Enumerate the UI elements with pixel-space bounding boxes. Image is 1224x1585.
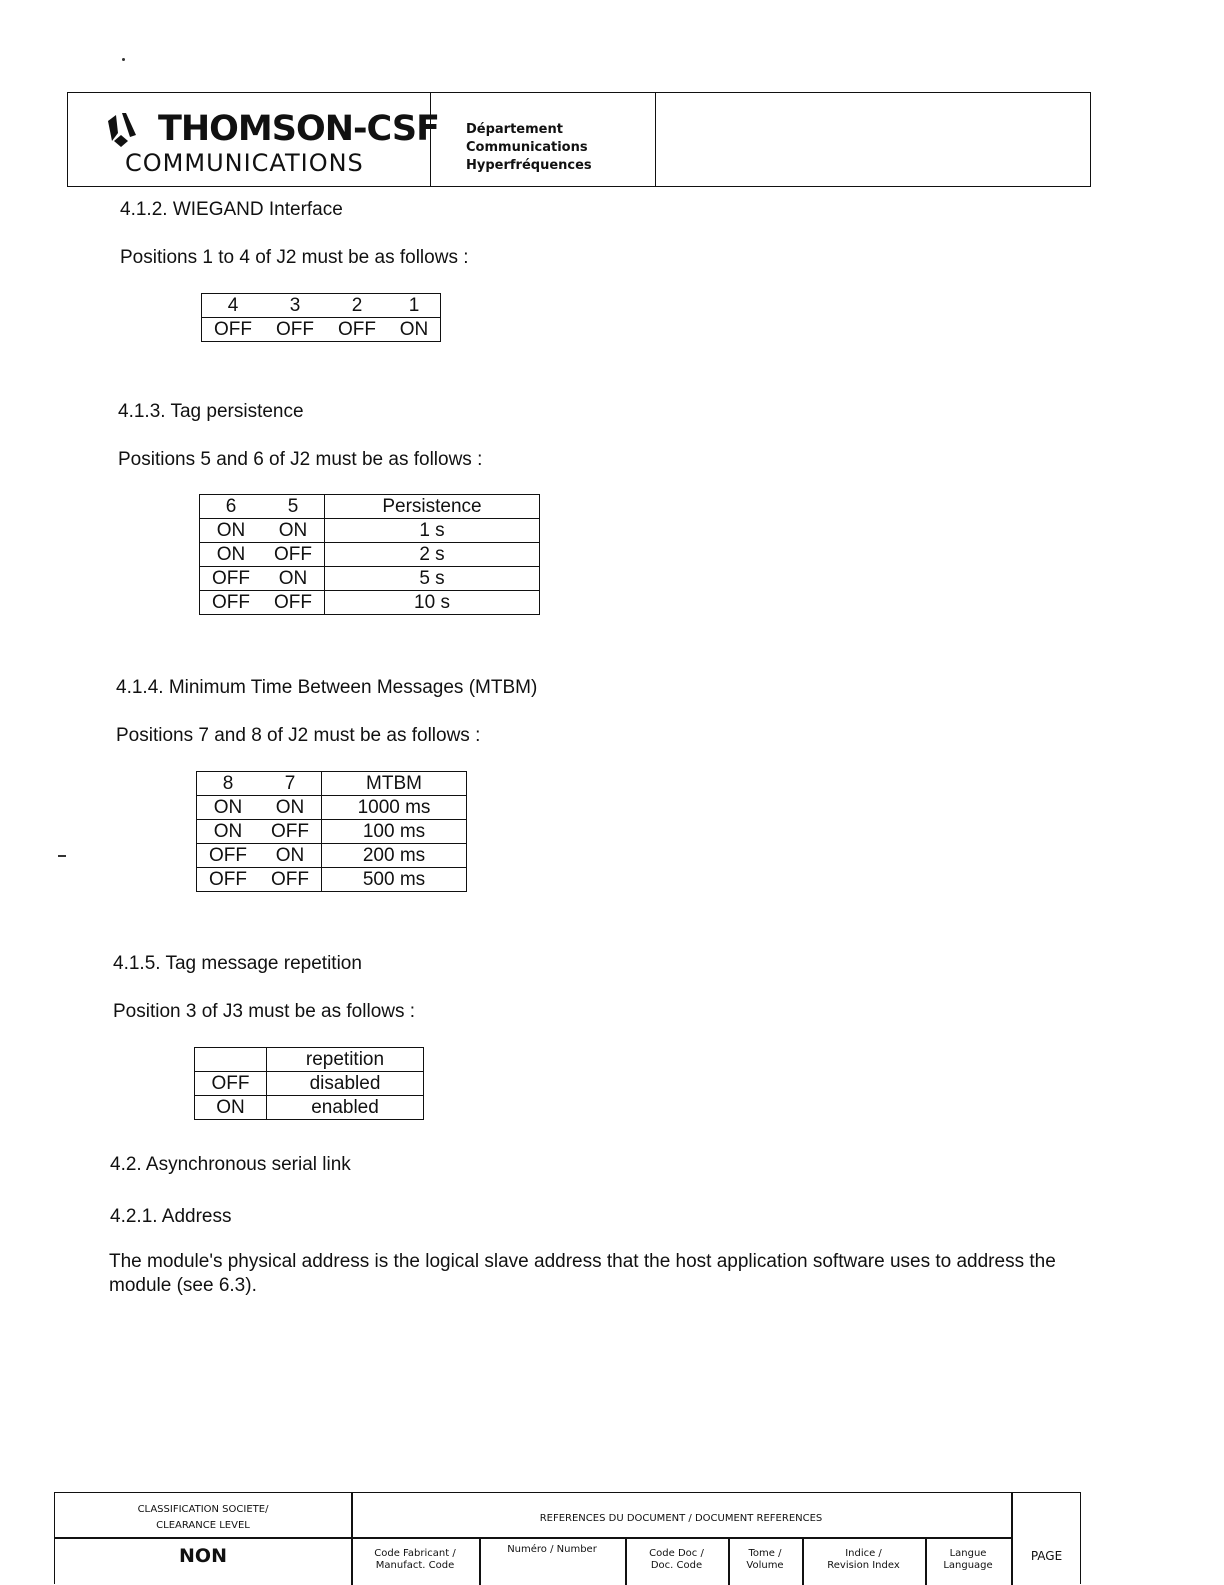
section-heading: 4.2. Asynchronous serial link <box>110 1154 351 1175</box>
table-cell: 500 ms <box>322 868 467 892</box>
scan-speck <box>122 58 125 61</box>
table-cell: OFF <box>262 591 325 615</box>
ref-col-label: Doc. Code <box>650 1560 703 1571</box>
department-line: Hyperfréquences <box>466 158 592 173</box>
table-row <box>200 591 540 615</box>
table-cell: OFF <box>259 820 322 844</box>
table-cell: 100 ms <box>322 820 467 844</box>
table-cell: OFF <box>200 591 263 615</box>
table-header-row <box>195 1048 424 1072</box>
table-header-row <box>202 294 441 318</box>
table-cell: ON <box>388 318 441 342</box>
table-cell: OFF <box>200 567 263 591</box>
ref-col-manufact-code <box>351 1548 479 1572</box>
document-header <box>67 92 1091 187</box>
section-heading: 4.2.1. Address <box>110 1206 232 1227</box>
table-cell: 3 <box>264 294 326 318</box>
table-cell: 8 <box>197 772 260 796</box>
table-cell: OFF <box>262 543 325 567</box>
section-heading: 4.1.3. Tag persistence <box>118 401 304 422</box>
table-cell: enabled <box>267 1096 424 1120</box>
table-cell: 200 ms <box>322 844 467 868</box>
table-cell: ON <box>262 567 325 591</box>
ref-col-label: Volume <box>746 1560 784 1571</box>
table-cell: repetition <box>267 1048 424 1072</box>
ref-col-label: Revision Index <box>827 1560 900 1571</box>
table-row <box>200 543 540 567</box>
section-intro: Positions 1 to 4 of J2 must be as follows : <box>120 247 469 268</box>
classification-value: NON <box>179 1545 227 1567</box>
ref-col-label: Code Fabricant / <box>374 1548 456 1559</box>
classification-label <box>55 1504 351 1532</box>
table-row <box>197 796 467 820</box>
thomson-logo-icon <box>102 111 142 151</box>
scan-dash <box>58 855 66 857</box>
ref-col-volume <box>728 1548 802 1572</box>
classification-label-line: CLASSIFICATION SOCIETE/ <box>137 1504 269 1515</box>
table-row <box>202 318 441 342</box>
brand-name: THOMSON-CSF <box>158 109 439 149</box>
table-cell: 5 <box>262 495 325 519</box>
section-intro: Positions 7 and 8 of J2 must be as follows : <box>116 725 481 746</box>
table-cell: 2 <box>326 294 388 318</box>
table-cell: OFF <box>197 868 260 892</box>
table-cell: OFF <box>202 318 265 342</box>
table-cell: MTBM <box>322 772 467 796</box>
table-cell: 5 s <box>325 567 540 591</box>
table-cell: ON <box>195 1096 267 1120</box>
document-footer <box>54 1492 1081 1584</box>
section-heading: 4.1.4. Minimum Time Between Messages (MTBM) <box>116 677 538 698</box>
table-cell: ON <box>262 519 325 543</box>
table-header-row <box>197 772 467 796</box>
table-cell: ON <box>197 796 260 820</box>
table-cell: OFF <box>326 318 388 342</box>
ref-col-number <box>479 1544 625 1556</box>
table-row <box>197 844 467 868</box>
table-cell: disabled <box>267 1072 424 1096</box>
page-label: PAGE <box>1030 1549 1063 1563</box>
section-body: The module's physical address is the logical slave address that the host application software uses to address the module (see 6.3). <box>109 1251 1056 1296</box>
ref-col-doc-code <box>625 1548 728 1572</box>
table-row <box>195 1072 424 1096</box>
table-cell <box>195 1048 267 1072</box>
department-line: Département <box>466 122 563 137</box>
persistence-switch-table <box>199 494 540 615</box>
table-cell: 1000 ms <box>322 796 467 820</box>
table-cell: 10 s <box>325 591 540 615</box>
ref-col-label: Langue <box>949 1548 987 1559</box>
table-cell: OFF <box>197 844 260 868</box>
table-cell: 1 <box>388 294 441 318</box>
brand-subtitle: COMMUNICATIONS <box>125 149 364 177</box>
section-intro: Positions 5 and 6 of J2 must be as follows : <box>118 449 483 470</box>
ref-col-revision-index <box>802 1548 925 1572</box>
table-cell: ON <box>197 820 260 844</box>
table-cell: 1 s <box>325 519 540 543</box>
mtbm-switch-table <box>196 771 467 892</box>
table-cell: Persistence <box>325 495 540 519</box>
ref-col-label: Language <box>943 1560 993 1571</box>
section-intro: Position 3 of J3 must be as follows : <box>113 1001 416 1022</box>
logo-block <box>68 93 439 186</box>
table-cell: 2 s <box>325 543 540 567</box>
ref-col-label: Manufact. Code <box>375 1560 455 1571</box>
table-row <box>200 567 540 591</box>
table-cell: ON <box>259 796 322 820</box>
table-cell: OFF <box>264 318 326 342</box>
ref-col-language <box>925 1548 1011 1572</box>
ref-col-label: Indice / <box>845 1548 882 1559</box>
wiegand-switch-table <box>201 293 441 342</box>
table-row <box>197 820 467 844</box>
table-cell: ON <box>200 543 263 567</box>
table-cell: 7 <box>259 772 322 796</box>
table-cell: ON <box>200 519 263 543</box>
table-row <box>195 1096 424 1120</box>
table-cell: OFF <box>195 1072 267 1096</box>
ref-col-label: Numéro / Number <box>507 1544 597 1555</box>
table-cell: 4 <box>202 294 265 318</box>
section-heading: 4.1.2. WIEGAND Interface <box>120 199 343 220</box>
table-row <box>200 519 540 543</box>
ref-col-label: Tome / <box>748 1548 782 1559</box>
classification-label-line: CLEARANCE LEVEL <box>156 1520 250 1531</box>
table-header-row <box>200 495 540 519</box>
repetition-switch-table <box>194 1047 424 1120</box>
table-row <box>197 868 467 892</box>
references-title: REFERENCES DU DOCUMENT / DOCUMENT REFERENCES <box>539 1513 823 1524</box>
table-cell: 6 <box>200 495 263 519</box>
table-cell: OFF <box>259 868 322 892</box>
table-cell: ON <box>259 844 322 868</box>
section-heading: 4.1.5. Tag message repetition <box>113 953 362 974</box>
header-empty-cell <box>655 93 1090 186</box>
ref-col-label: Code Doc / <box>649 1548 704 1559</box>
department-line: Communications <box>466 140 588 155</box>
department-block <box>430 93 656 186</box>
